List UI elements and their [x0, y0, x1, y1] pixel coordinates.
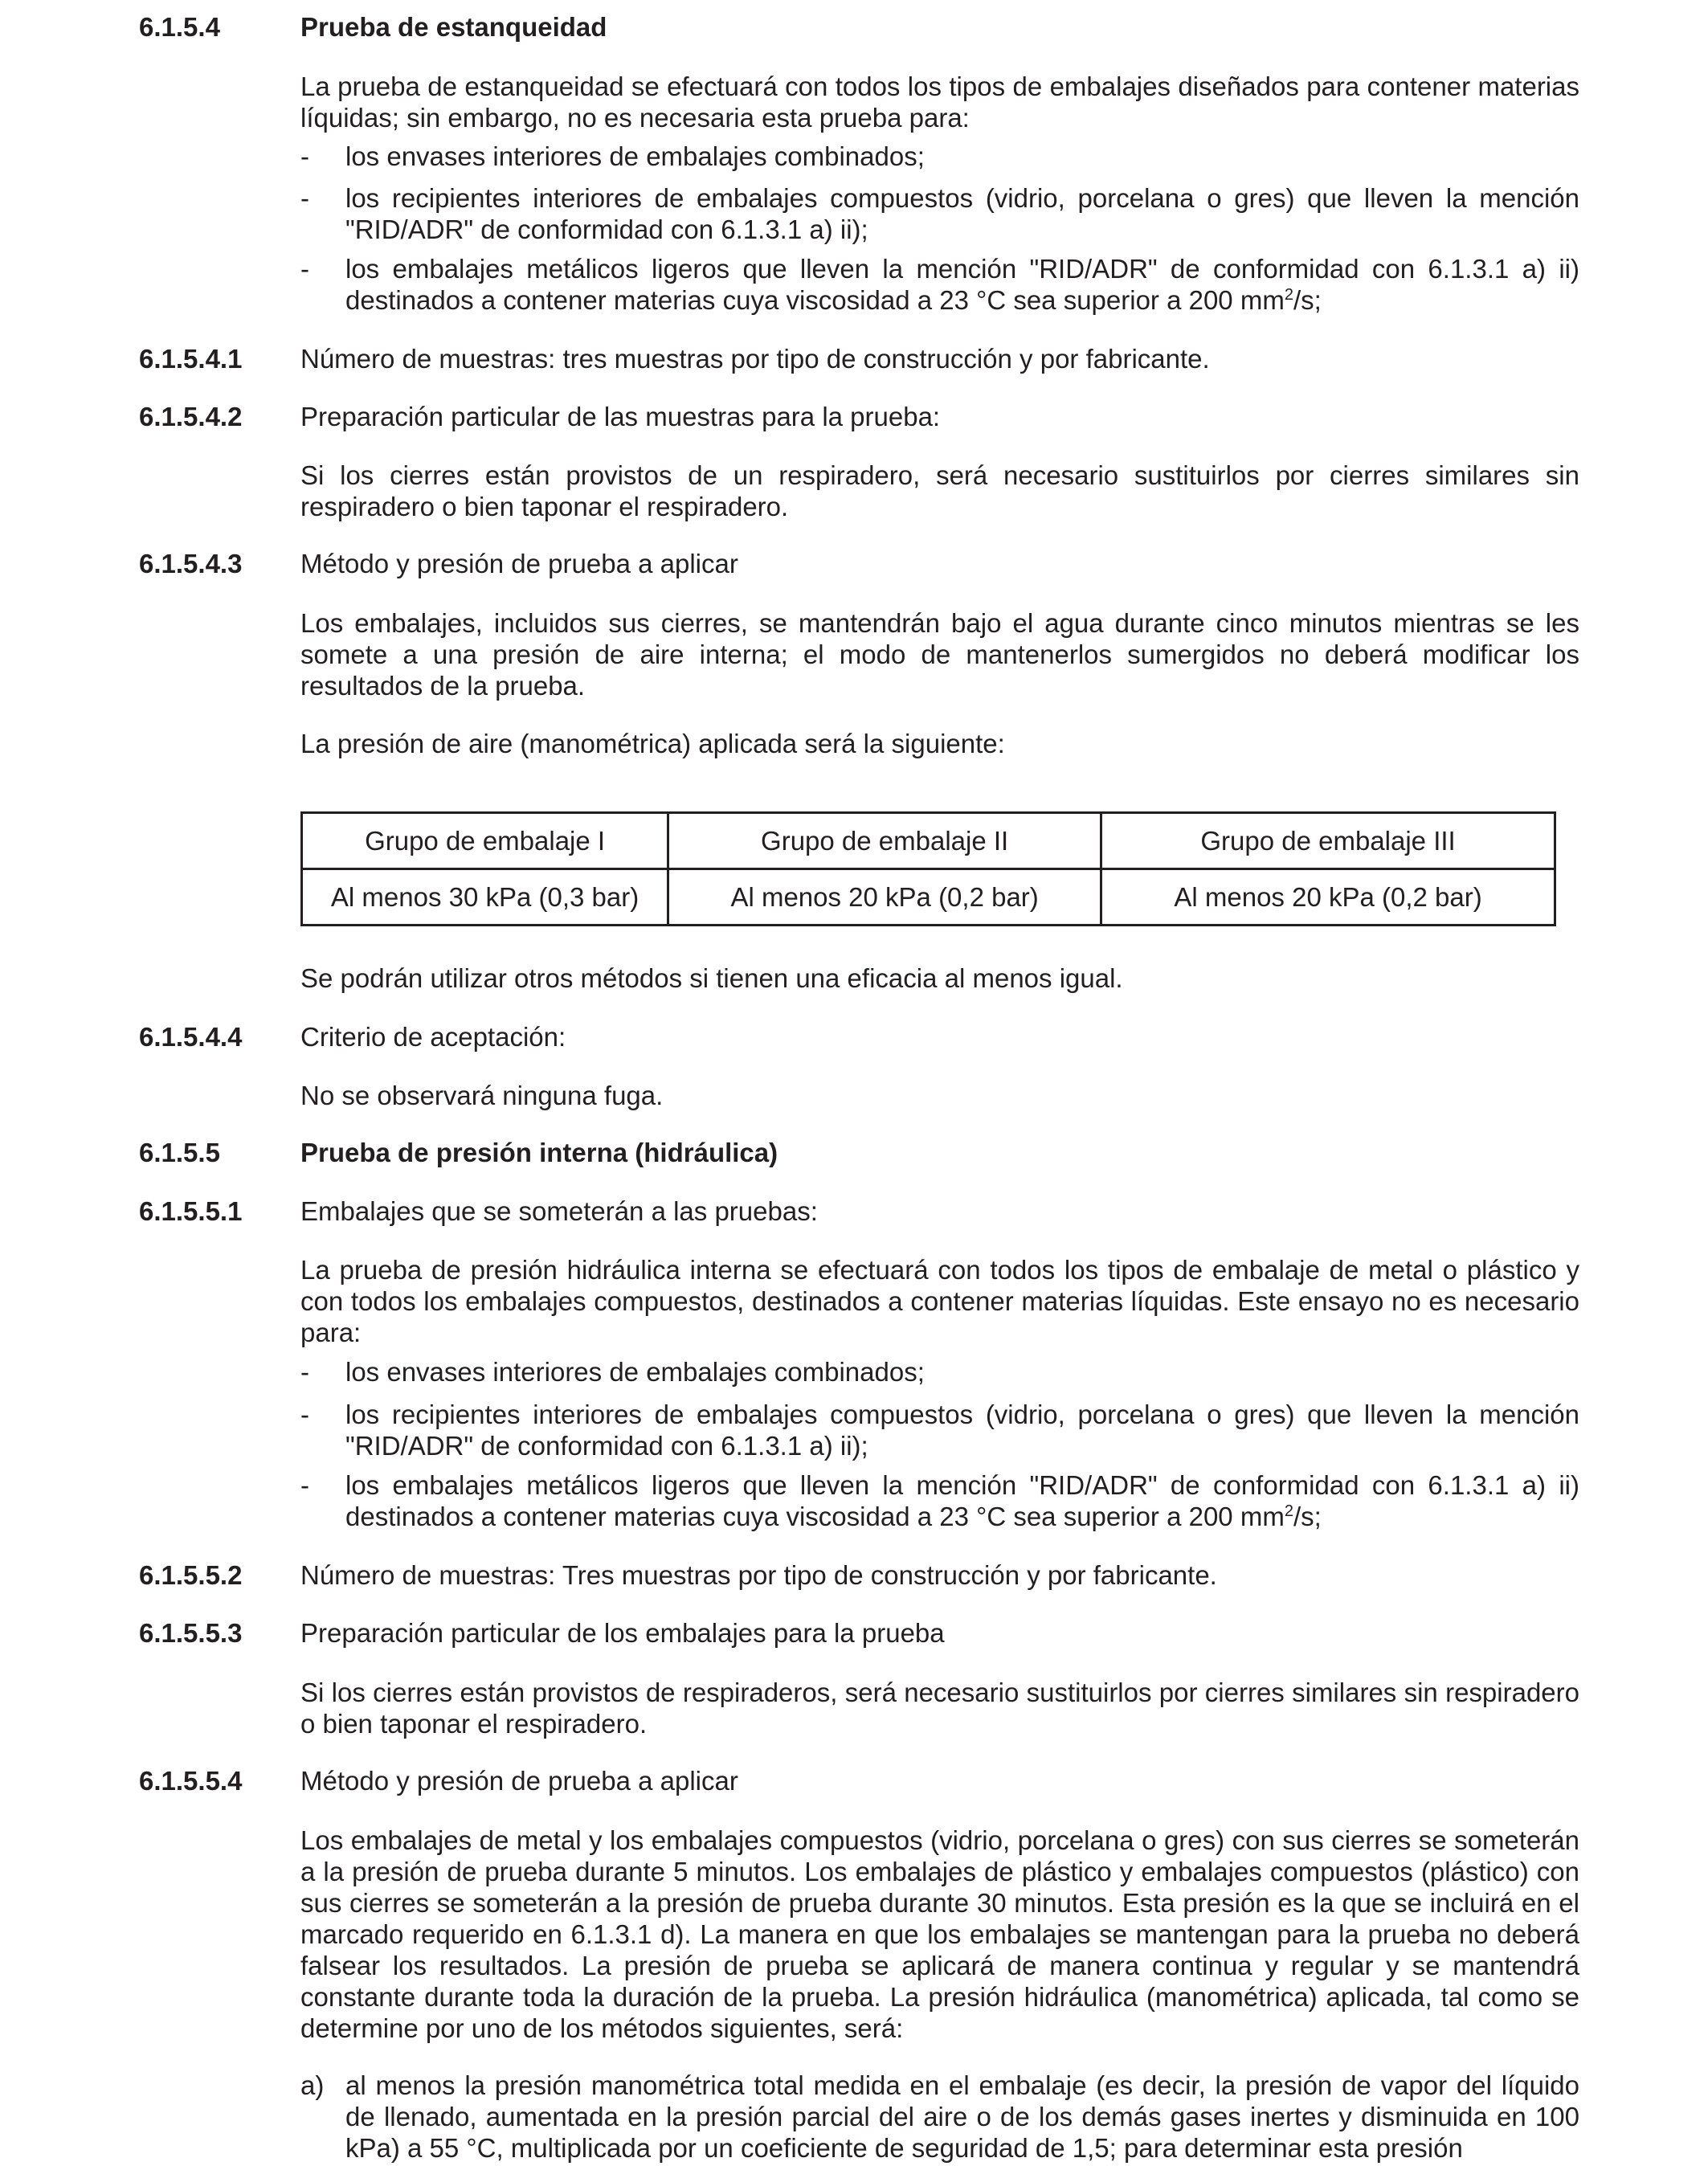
section-text: Número de muestras: Tres muestras por tipo de construcción y por fabricante. [300, 1560, 1217, 1590]
paragraph: Los embalajes de metal y los embalajes compuestos (vidrio, porcelana o gres) con sus cierres se someterán a la presión de prueba durante 5 minutos. Los embalajes de plástico y embalajes compuestos (plástico) con sus cierres se someterán a la presión de prueba durante 30 minutos. Esta presión es la que se incluirá en el marcado requerido en 6.1.3.1 d). La manera en que los embalajes se mantengan para la prueba no deberá falsear los resultados. La presión de prueba se aplicará de manera continua y regular y se mantendrá constante durante toda la duración de la prueba. La presión hidráulica (manométrica) aplicada, tal como se determine por uno de los métodos siguientes, será: [300, 1825, 1579, 2043]
superscript: 2 [1284, 286, 1293, 304]
section-number: 6.1.5.4.3 [139, 549, 243, 578]
section-text: Criterio de aceptación: [300, 1022, 566, 1052]
section-text: Método y presión de prueba a aplicar [300, 549, 738, 578]
table-header-row [302, 813, 1555, 869]
list-dash: - [300, 1357, 309, 1387]
list-item-text [345, 1469, 1579, 1532]
section-text: Preparación particular de las muestras para la prueba: [300, 402, 941, 431]
superscript: 2 [1284, 1502, 1293, 1520]
list-dash: - [300, 1470, 309, 1500]
section-number: 6.1.5.4.2 [139, 402, 243, 431]
section-number: 6.1.5.5.3 [139, 1618, 243, 1648]
list-dash: - [300, 183, 309, 213]
list-item-text: los recipientes interiores de embalajes compuestos (vidrio, porcelana o gres) que lleven la mención "RID/ADR" de conformidad con 6.1.3.1 a) ii); [345, 1400, 1579, 1461]
list-item-text [345, 253, 1579, 316]
section-number: 6.1.5.4.1 [139, 344, 243, 374]
list-item-main: los embalajes metálicos ligeros que lleven la mención "RID/ADR" de conformidad con 6.1.3.1 a) ii) destinados a contener materias cuya viscosidad a 23 °C sea superior a 200 mm [345, 254, 1579, 315]
paragraph: Si los cierres están provistos de respiraderos, será necesario sustituirlos por cierres similares sin respiradero o bien taponar el respiradero. [300, 1678, 1579, 1739]
paragraph: La presión de aire (manométrica) aplicada será la siguiente: [300, 729, 1005, 758]
section-text: Preparación particular de los embalajes para la prueba [300, 1618, 945, 1648]
paragraph: La prueba de estanqueidad se efectuará con todos los tipos de embalajes diseñados para contener materias líquidas; sin embargo, no es necesaria esta prueba para: [300, 72, 1579, 133]
list-dash: - [300, 254, 309, 284]
section-number: 6.1.5.5 [139, 1138, 220, 1167]
section-number: 6.1.5.5.4 [139, 1766, 243, 1796]
section-title: Prueba de presión interna (hidráulica) [300, 1138, 778, 1167]
list-item-main: los embalajes metálicos ligeros que lleven la mención "RID/ADR" de conformidad con 6.1.3.1 a) ii) destinados a contener materias cuya viscosidad a 23 °C sea superior a 200 mm [345, 1470, 1579, 1531]
table-cell: Al menos 30 kPa (0,3 bar) [302, 869, 668, 926]
paragraph: Se podrán utilizar otros métodos si tienen una eficacia al menos igual. [300, 963, 1123, 993]
table-row [302, 869, 1555, 926]
paragraph: La prueba de presión hidráulica interna se efectuará con todos los tipos de embalaje de metal o plástico y con todos los embalajes compuestos, destinados a contener materias líquidas. Este ensayo no es necesario para: [300, 1255, 1579, 1347]
section-title: Prueba de estanqueidad [300, 12, 607, 42]
section-number: 6.1.5.5.1 [139, 1196, 243, 1226]
list-item-text: los envases interiores de embalajes combinados; [345, 1357, 925, 1387]
list-dash: - [300, 141, 309, 171]
section-text: Método y presión de prueba a aplicar [300, 1766, 738, 1796]
paragraph: Los embalajes, incluidos sus cierres, se mantendrán bajo el agua durante cinco minutos mientras se les somete a una presión de aire interna; el modo de mantenerlos sumergidos no deberá modificar los resultados de la prueba. [300, 608, 1579, 701]
table-header-cell: Grupo de embalaje II [668, 813, 1101, 869]
table-cell: Al menos 20 kPa (0,2 bar) [668, 869, 1101, 926]
paragraph: Si los cierres están provistos de un respiradero, será necesario sustituirlos por cierres similares sin respiradero o bien taponar el respiradero. [300, 460, 1579, 521]
table-header-cell: Grupo de embalaje III [1101, 813, 1555, 869]
paragraph: No se observará ninguna fuga. [300, 1081, 664, 1110]
section-number: 6.1.5.4 [139, 12, 220, 42]
list-item-tail: /s; [1293, 1502, 1322, 1531]
section-number: 6.1.5.5.2 [139, 1560, 243, 1590]
list-item-text: los recipientes interiores de embalajes compuestos (vidrio, porcelana o gres) que lleven la mención "RID/ADR" de conformidad con 6.1.3.1 a) ii); [345, 183, 1579, 244]
list-item-tail: /s; [1293, 285, 1322, 315]
list-item-text: al menos la presión manométrica total medida en el embalaje (es decir, la presión de vapor del líquido de llenado, aumentada en la presión parcial del aire o de los demás gases inertes y disminuida en 100 kPa) a 55 °C, multiplicada por un coeficiente de seguridad de 1,5; para determinar esta presión [345, 2070, 1579, 2163]
pressure-table [300, 811, 1556, 926]
table-cell: Al menos 20 kPa (0,2 bar) [1101, 869, 1555, 926]
list-item-text: los envases interiores de embalajes combinados; [345, 141, 925, 171]
list-dash: - [300, 1400, 309, 1429]
table-header-cell: Grupo de embalaje I [302, 813, 668, 869]
section-text: Número de muestras: tres muestras por tipo de construcción y por fabricante. [300, 344, 1210, 374]
section-number: 6.1.5.4.4 [139, 1022, 243, 1052]
list-label: a) [300, 2070, 325, 2100]
section-text: Embalajes que se someterán a las pruebas: [300, 1196, 818, 1226]
